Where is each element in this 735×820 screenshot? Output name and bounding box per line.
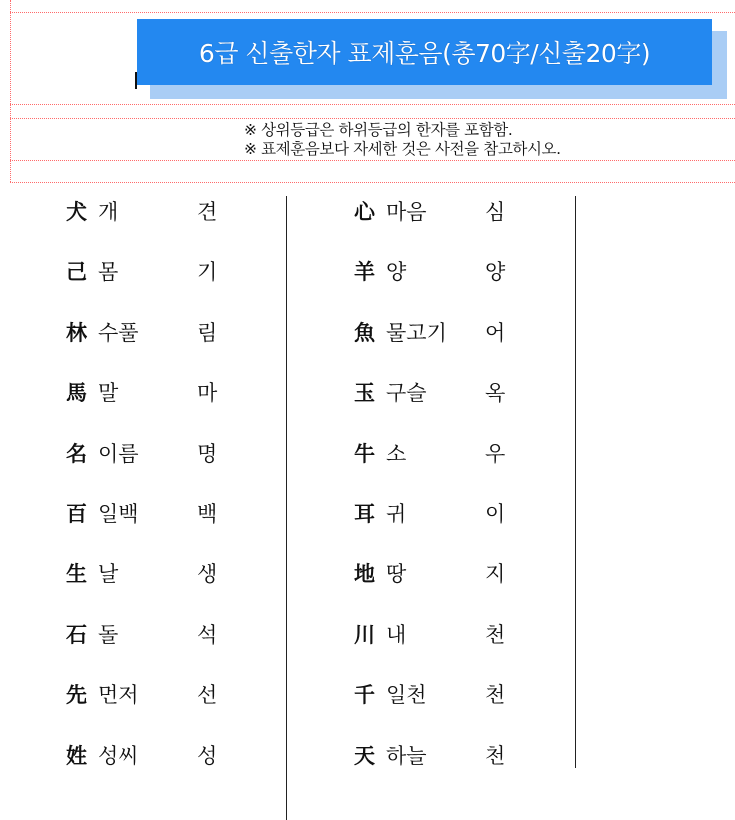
hanja-sound: 지 — [485, 562, 506, 587]
note-line-1: ※ 상위등급은 하위등급의 한자를 포함함. — [244, 121, 513, 139]
hanja-entry — [66, 740, 266, 770]
hanja-meaning: 마음 — [386, 200, 427, 224]
hanja-character: 林 — [66, 319, 87, 345]
hanja-meaning: 일천 — [386, 683, 427, 708]
hanja-entry — [66, 679, 266, 709]
hanja-character: 千 — [354, 682, 375, 708]
hanja-sound: 석 — [197, 622, 218, 647]
hanja-sound: 천 — [485, 622, 506, 647]
hanja-entry — [66, 196, 266, 226]
hanja-meaning: 이름 — [98, 441, 139, 466]
hanja-character: 天 — [354, 742, 375, 768]
hanja-meaning: 하늘 — [386, 743, 427, 768]
hanja-sound: 생 — [197, 562, 218, 587]
hanja-sound: 기 — [197, 260, 218, 285]
guide-line-header-bottom — [10, 104, 735, 105]
hanja-sound: 견 — [197, 200, 218, 224]
hanja-meaning: 날 — [98, 562, 119, 587]
hanja-entry — [66, 619, 266, 649]
hanja-entry — [354, 740, 554, 770]
note-line-2: ※ 표제훈음보다 자세한 것은 사전을 참고하시오. — [244, 140, 561, 158]
hanja-entry — [66, 558, 266, 588]
guide-line-body-top — [10, 182, 735, 183]
hanja-character: 石 — [66, 621, 87, 647]
hanja-character: 犬 — [66, 199, 87, 224]
hanja-entry — [354, 377, 554, 407]
hanja-entry — [354, 196, 554, 226]
text-cursor — [135, 72, 137, 89]
column-divider-center — [286, 196, 287, 820]
hanja-meaning: 소 — [386, 441, 407, 466]
hanja-entry — [354, 498, 554, 528]
hanja-sound: 우 — [485, 441, 506, 466]
hanja-sound: 백 — [197, 502, 218, 526]
hanja-meaning: 양 — [386, 260, 407, 285]
hanja-meaning: 말 — [98, 381, 119, 406]
hanja-entry — [354, 558, 554, 588]
hanja-sound: 어 — [485, 320, 506, 345]
hanja-meaning: 돌 — [98, 622, 119, 647]
page-title: 6급 신출한자 표제훈음(총70字/신출20字) — [198, 39, 651, 68]
hanja-entry — [354, 256, 554, 286]
hanja-sound: 선 — [197, 683, 218, 708]
hanja-entry — [354, 317, 554, 347]
title-banner — [137, 19, 712, 85]
hanja-sound: 이 — [485, 502, 506, 526]
hanja-character: 地 — [354, 561, 375, 587]
hanja-sound: 양 — [485, 260, 506, 285]
hanja-character: 名 — [66, 440, 87, 466]
hanja-meaning: 성씨 — [98, 743, 139, 768]
hanja-character: 心 — [354, 199, 375, 224]
hanja-sound: 천 — [485, 683, 506, 708]
hanja-entry — [66, 256, 266, 286]
hanja-entry — [354, 679, 554, 709]
hanja-meaning: 귀 — [386, 502, 407, 526]
column-divider-right — [575, 196, 576, 768]
hanja-character: 己 — [66, 259, 87, 285]
hanja-character: 姓 — [66, 742, 87, 768]
hanja-meaning: 일백 — [98, 502, 139, 526]
hanja-entry — [354, 438, 554, 468]
hanja-sound: 천 — [485, 743, 506, 768]
guide-line-notes-top — [10, 118, 735, 119]
hanja-character: 百 — [66, 501, 87, 526]
hanja-character: 玉 — [354, 380, 375, 406]
hanja-character: 先 — [66, 682, 87, 708]
hanja-entry — [66, 377, 266, 407]
hanja-meaning: 물고기 — [386, 320, 447, 345]
hanja-character: 馬 — [66, 380, 87, 406]
hanja-meaning: 수풀 — [98, 320, 139, 345]
hanja-sound: 마 — [197, 381, 218, 406]
notes-block — [244, 121, 724, 159]
hanja-meaning: 땅 — [386, 562, 407, 587]
hanja-meaning: 구슬 — [386, 381, 427, 406]
hanja-sound: 림 — [197, 320, 218, 345]
hanja-meaning: 몸 — [98, 260, 119, 285]
guide-line-top — [10, 12, 735, 13]
hanja-meaning: 내 — [386, 622, 407, 647]
hanja-meaning: 개 — [98, 200, 119, 224]
hanja-sound: 명 — [197, 441, 218, 466]
hanja-entry — [354, 619, 554, 649]
hanja-character: 魚 — [354, 319, 375, 345]
guide-line-left — [10, 0, 11, 182]
hanja-entry — [66, 317, 266, 347]
hanja-sound: 심 — [485, 200, 506, 224]
hanja-meaning: 먼저 — [98, 683, 139, 708]
guide-line-notes-bottom — [10, 160, 735, 161]
hanja-character: 生 — [66, 561, 87, 587]
hanja-character: 耳 — [354, 501, 375, 526]
hanja-character: 牛 — [354, 440, 375, 466]
hanja-character: 羊 — [354, 259, 375, 285]
hanja-sound: 성 — [197, 743, 218, 768]
hanja-character: 川 — [354, 621, 375, 647]
hanja-entry — [66, 438, 266, 468]
hanja-entry — [66, 498, 266, 528]
hanja-sound: 옥 — [485, 381, 506, 406]
